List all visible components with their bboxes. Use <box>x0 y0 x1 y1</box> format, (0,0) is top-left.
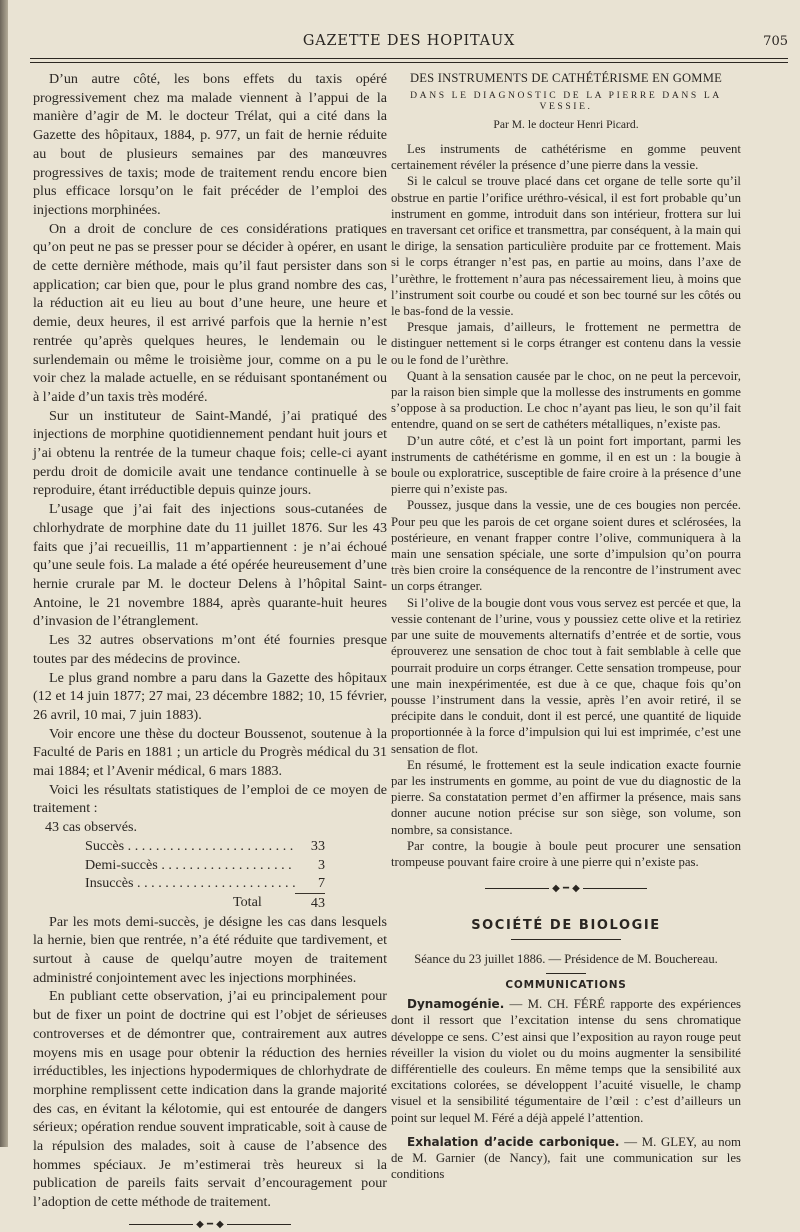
stat-row <box>33 874 325 893</box>
stat-value: 33 <box>295 837 325 856</box>
stat-row <box>33 856 325 875</box>
paragraph: Par les mots demi-succès, je désigne les cas dans lesquels la hernie, bien que rentrée, n’a été réduite que tardivement, et surtout à cause de quelqu’autre moyen de traitement administré conjointement avec les injections morphinées. <box>33 913 387 986</box>
paragraph: Par contre, la bougie à boule peut procurer une sensation trompeuse pouvant faire croire à une pierre qui n’existe pas. <box>391 838 741 869</box>
paragraph: Si le calcul se trouve placé dans cet organe de telle sorte qu’il obstrue en partie l’orifice uréthro-vésical, il est fort probable qu’un instrument en gomme, introduit dans son intérieur, frottera sur lui en traversant cet orifice et transmettra, par conséquent, à la main qui le dirige, la sensation particulière produite par ce frottement. Mais si le corps étranger n’est pas, en partie au moins, dans l’axe de l’urèthre, le frottement n’aura pas nécessairement lieu, à moins que l’instrument soit courbe ou coudé et son bec tourné sur les côtés ou le bas-fond de la vessie. <box>391 174 741 319</box>
right-column <box>391 70 741 1182</box>
header-double-rule <box>30 58 788 63</box>
stat-label: Demi-succès . . . <box>85 856 295 875</box>
stat-value: 7 <box>295 874 325 893</box>
society-rule <box>511 939 621 940</box>
stats-intro: 43 cas observés. <box>45 819 137 836</box>
paragraph: Quant à la sensation causée par le choc, on ne peut la percevoir, par la raison bien simple que la mollesse des instruments en gomme s’oppose à sa production. Le choc n’ayant pas lieu, le son qu’il fait entendre, quand on se sert de cathéters métalliques, n’existe pas. <box>391 368 741 432</box>
journal-title: GAZETTE DES HOPITAUX <box>302 33 516 49</box>
section-ornament: ◆ ━ ◆ <box>33 1218 387 1232</box>
stat-total-value: 43 <box>295 893 325 913</box>
paragraph: Voici les résultats statistiques de l’emploi de ce moyen de traitement : <box>33 781 387 817</box>
session-rule <box>546 973 586 974</box>
paragraph: En résumé, le frottement est la seule indication exacte fournie par les instruments en gomme, au point de vue du diagnostic de la pierre. Sa constatation permet d’en affirmer la présence, mais sans donner aucune notion précise sur son siège, son volume, son nombre, sa consistance. <box>391 757 741 837</box>
stat-total-row <box>233 893 325 913</box>
runin-heading: Exhalation d’acide carbonique. <box>407 1134 620 1149</box>
page-header <box>30 30 788 60</box>
society-heading: SOCIÉTÉ DE BIOLOGIE <box>471 918 661 934</box>
paragraph: Les instruments de cathétérisme en gomme peuvent certainement révéler la présence d’une pierre dans la vessie. <box>391 142 741 173</box>
page-number: 705 <box>763 34 788 49</box>
paragraph: Les 32 autres observations m’ont été fournies presque toutes par des médecins de province. <box>33 632 387 667</box>
article-title: DES INSTRUMENTS DE CATHÉTÉRISME EN GOMME <box>409 71 722 85</box>
paragraph: On a droit de conclure de ces considérations pratiques qu’on peut ne pas se presser pour se décider à opérer, en usant de cette dernière méthode, mais qu’il faut persister dans son application; car bien que, pour le plus grand nombre des cas, la réduction ait eu lieu au bout d’une heure, une heure et demie, deux heures, il est arrivé parfois que la hernie n’est rentrée qu’après quelques heures, le lendemain ou le surlendemain ou même le troisième jour, comme on a pu le voir chez la malade actuelle, en se réduisant spontanément ou à l’aide d’un taxis très modéré. <box>33 220 387 405</box>
runin-heading: Dynamogénie. <box>407 997 505 1012</box>
paragraph-exhalation <box>391 1134 741 1183</box>
page-binding-edge <box>0 0 8 1147</box>
left-column <box>33 70 387 1232</box>
stat-row <box>33 837 325 856</box>
paragraph: Sur un instituteur de Saint-Mandé, j’ai pratiqué des injections de morphine quotidiennement pendant huit jours et j’ai obtenu la rentrée de la tumeur chaque fois; celle-ci ayant perdu droit de domicile avait une tendance continuelle à se reproduire, étant irréductible depuis quinze jours. <box>33 407 387 499</box>
paragraph: L’usage que j’ai fait des injections sous-cutanées de chlorhydrate de morphine date du 11 juillet 1876. Sur les 43 faits que j’ai recueillis, 11 m’appartiennent : je n’ai échoué qu’une seule fois. La malade a été opérée heureusement d’une hernie crurale par M. le docteur Delens à l’hôpital Saint-Antoine, le 21 novembre 1884, après quarante-huit heures d’invasion de l’étranglement. <box>33 501 387 630</box>
stat-value: 3 <box>295 856 325 875</box>
paragraph: D’un autre côté, et c’est là un point fort important, parmi les instruments de cathétérisme en gomme, il en est un : la bougie à boule ou exploratrice, susceptible de faire croire à la présence d’une pierre qui n’existe pas. <box>391 433 741 497</box>
stat-total-label: Total <box>233 893 262 910</box>
stat-label: Insuccès . . . <box>85 874 295 893</box>
communications-heading: COMMUNICATIONS <box>505 979 627 992</box>
paragraph-text: — M. CH. FÉRÉ rapporte des expériences dont il ressort que l’excitation intense du sens chromatique développe ce sens. C’est ainsi que l’exposition au rayon rouge peut réveiller la vision du violet ou du moins augmenter la sensibilité différentielle des couleurs. En même temps que la sensibilité aux excitations colorées, se développent l’acuité visuelle, le champ visuel et la sensibilité tégumentaire de l’œil : c’est d’ailleurs un point sur lequel M. Féré a déjà appelé l’attention. <box>391 997 741 1125</box>
paragraph-text: — M. GLEY, au nom de M. Garnier (de Nancy), fait une communication sur les conditions <box>391 1134 741 1182</box>
paragraph: Poussez, jusque dans la vessie, une de ces bougies non percée. Pour peu que les parois de cet organe soient dures et sclérosées, la postérieure, en venant frapper contre l’olive, communiquera à la main une sensation spéciale, une sorte d’impulsion qu’on pourra très bien croire la conséquence de la rencontre de l’instrument avec un corps étranger. <box>391 498 741 594</box>
stat-label: Succès . . . <box>85 837 295 856</box>
section-ornament: ◆ ━ ◆ <box>391 882 741 896</box>
session-line: Séance du 23 juillet 1886. — Présidence de M. Bouchereau. <box>414 952 718 967</box>
paragraph: En publiant cette observation, j’ai eu principalement pour but de fixer un point de doctrine qui est l’objet de sérieuses controverses et de démontrer que, contrairement aux autres moyens mis en usage pour obtenir la réduction des hernies irréductibles, les injections hypodermiques de chlorhydrate de morphine remplissent cette indication dans la grande majorité des cas, en évitant la kélotomie, qui est entourée de dangers sérieux; opération rendue souvent impraticable, soit à cause de la répulsion des malades, soit à cause de l’absence des hommes spéciaux. Je m’estimerai très heureux si la publication de pareils faits servait d’encouragement pour l’adoption de cette méthode de traitement. <box>33 988 387 1211</box>
article-author: Par M. le docteur Henri Picard. <box>493 118 639 131</box>
article-subtitle: DANS LE DIAGNOSTIC DE LA PIERRE DANS LA VESSIE. <box>410 90 722 112</box>
paragraph: D’un autre côté, les bons effets du taxis opéré progressivement chez ma malade viennent à l’appui de la manière d’agir de M. le docteur Trélat, qui a cité dans la Gazette des hôpitaux, 1884, p. 977, un fait de hernie réduite au bout de plusieurs semaines par des manœuvres progressives de taxis; mode de traitement rendu encore bien plus efficace lorsqu’on le fait précéder de l’emploi des injections morphinées. <box>33 71 387 218</box>
paragraph: Presque jamais, d’ailleurs, le frottement ne permettra de distinguer nettement si le corps étranger est contenu dans la vessie ou le fond de l’urèthre. <box>391 320 741 367</box>
statistics-table <box>33 818 387 913</box>
paragraph-dynamogenie <box>391 996 741 1126</box>
paragraph: Si l’olive de la bougie dont vous vous servez est percée et que, la vessie contenant de l’urine, vous y poussiez cette olive et la retiriez par une suite de mouvements alternatifs d’entrée et de sortie, vous éprouverez une sensation de choc tout à fait semblable à celle que pourrait produire un corps étranger. Cette sensation trompeuse, pour une main inexpérimentée, est due à ce que, chaque fois qu’on pousse l’instrument dans la vessie, après l’en avoir retiré, il se précipite dans le conduit, dont il est percé, une quantité de liquide proportionnée à la force d’impulsion qui lui est imprimée, c’est une sensation de flot. <box>391 595 741 756</box>
paragraph: Voir encore une thèse du docteur Boussenot, soutenue à la Faculté de Paris en 1881 ; un article du Progrès médical du 31 mai 1884; et l’Avenir médical, 6 mars 1883. <box>33 725 387 780</box>
paragraph: Le plus grand nombre a paru dans la Gazette des hôpitaux (12 et 14 juin 1877; 27 mai, 23 décembre 1882; 10, 15 février, 26 avril, 10 mai, 7 juin 1883). <box>33 669 387 723</box>
